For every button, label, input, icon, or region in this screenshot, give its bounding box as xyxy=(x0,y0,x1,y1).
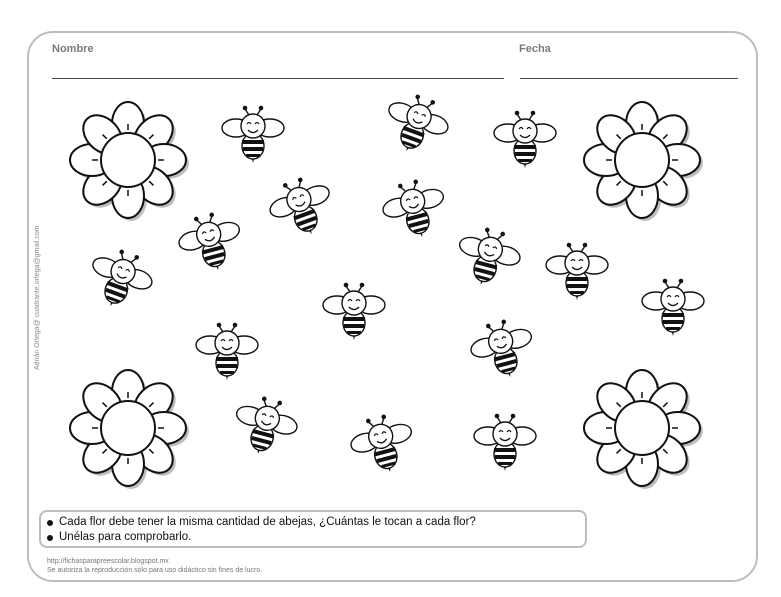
bee-13[interactable] xyxy=(465,314,540,385)
bee-10[interactable] xyxy=(323,283,385,340)
bee-12[interactable] xyxy=(196,323,258,380)
instruction-2 xyxy=(47,530,585,545)
footer xyxy=(47,557,262,575)
instruction-1 xyxy=(47,515,585,530)
flower-bottom-right[interactable] xyxy=(584,370,703,489)
bee-6[interactable] xyxy=(173,207,248,278)
flower-top-right[interactable] xyxy=(584,102,703,221)
flower-bottom-left[interactable] xyxy=(70,370,189,489)
bee-3[interactable] xyxy=(494,111,556,168)
date-label: Fecha xyxy=(519,43,551,55)
bee-7[interactable] xyxy=(451,222,526,293)
bee-4[interactable] xyxy=(263,170,341,245)
bullet-icon xyxy=(47,520,53,526)
footer-note: Se autoriza la reproducción sólo para uso didáctico sin fines de lucro. xyxy=(47,567,263,574)
flower-top-left[interactable] xyxy=(70,102,189,221)
bee-16[interactable] xyxy=(474,414,536,471)
name-label: Nombre xyxy=(52,43,94,55)
bee-15[interactable] xyxy=(345,409,420,480)
bee-9[interactable] xyxy=(81,242,159,317)
instruction-2-text: Unélas para comprobarlo. xyxy=(59,531,192,543)
bee-5[interactable] xyxy=(377,174,452,245)
side-credit: Adrián Ortega@ cuadrante.ortega@gmail.com xyxy=(34,225,41,370)
footer-url[interactable]: http://fichasparapreescolar.blogspot.mx xyxy=(47,558,169,565)
bullet-icon xyxy=(47,535,53,541)
instruction-1-text: Cada flor debe tener la misma cantidad de abejas, ¿Cuántas le tocan a cada flor? xyxy=(59,516,476,528)
instructions-box xyxy=(39,510,587,548)
bee-8[interactable] xyxy=(546,243,608,300)
bee-1[interactable] xyxy=(222,106,284,163)
bee-14[interactable] xyxy=(228,391,303,462)
bee-11[interactable] xyxy=(642,279,704,336)
bee-2[interactable] xyxy=(377,87,455,162)
